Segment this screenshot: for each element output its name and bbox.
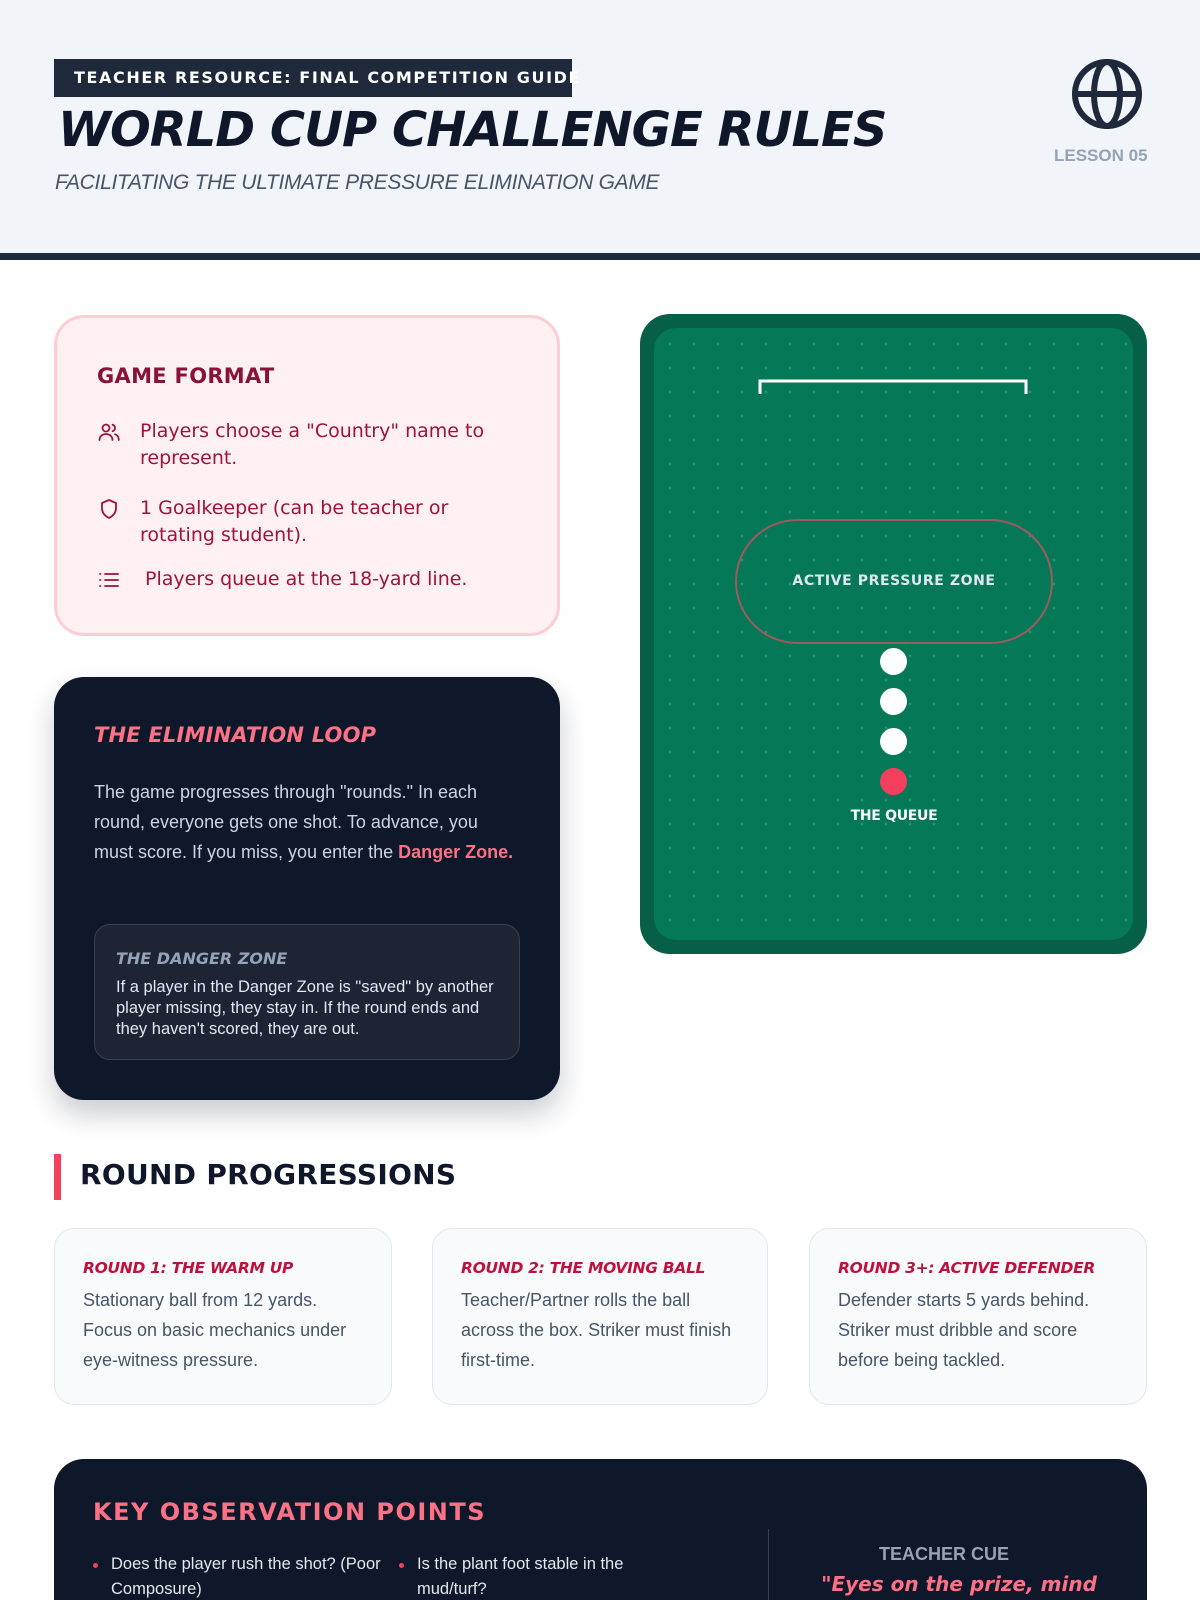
loop-body-text: The game progresses through "rounds." In each round, everyone gets one shot. To advance, you must score. If you miss, you enter the [94, 782, 478, 862]
game-format-title: GAME FORMAT [97, 364, 275, 388]
queue-player-marker [880, 688, 907, 715]
resource-tag: TEACHER RESOURCE: FINAL COMPETITION GUIDE [54, 59, 572, 97]
round-title: ROUND 1: THE WARM UP [83, 1259, 294, 1277]
page-title: WORLD CUP CHALLENGE RULES [58, 102, 887, 158]
panel-divider [768, 1529, 769, 1600]
active-player-marker [880, 768, 907, 795]
page-subtitle: FACILITATING THE ULTIMATE PRESSURE ELIMINATION GAME [55, 171, 660, 194]
bullet-icon [399, 1563, 404, 1568]
page-header [0, 0, 1200, 260]
danger-zone-highlight-text: Danger Zone [398, 842, 509, 862]
globe-icon [1070, 57, 1144, 131]
elimination-loop-title: THE ELIMINATION LOOP [94, 723, 377, 747]
active-pressure-zone: ACTIVE PRESSURE ZONE [735, 519, 1053, 644]
users-icon [97, 420, 121, 444]
elimination-loop-body [94, 777, 520, 867]
queue-player-marker [880, 728, 907, 755]
observation-point-text: Does the player rush the shot? (Poor Composure) [111, 1555, 381, 1598]
pitch-field [654, 328, 1133, 940]
bullet-icon [93, 1563, 98, 1568]
section-accent-bar [54, 1154, 61, 1200]
observation-point [417, 1552, 687, 1600]
observation-point-text: Is the plant foot stable in the mud/turf? [417, 1555, 624, 1598]
key-observation-panel [54, 1459, 1147, 1600]
key-observation-title: KEY OBSERVATION POINTS [93, 1498, 487, 1526]
list-icon [97, 568, 121, 592]
lesson-number: LESSON 05 [1054, 146, 1148, 165]
queue-player-marker [880, 648, 907, 675]
danger-zone-text: If a player in the Danger Zone is "saved" by another player missing, they stay in. If the round ends and they haven't scored, they are out. [116, 978, 494, 1038]
round-card [432, 1228, 768, 1405]
format-item-text: Players queue at the 18-yard line. [145, 568, 468, 590]
format-item-text: Players choose a "Country" name to represent. [140, 420, 485, 469]
observation-point [111, 1552, 381, 1600]
danger-zone-box [94, 924, 520, 1060]
danger-zone-period: . [508, 842, 514, 862]
teacher-cue-label: TEACHER CUE [878, 1544, 1009, 1564]
goal-icon [758, 376, 1028, 396]
round-card [809, 1228, 1147, 1405]
round-text: Stationary ball from 12 yards. Focus on basic mechanics under eye-witness pressure. [83, 1290, 347, 1370]
round-text: Teacher/Partner rolls the ball across the box. Striker must finish first-time. [461, 1290, 732, 1370]
round-progressions-title: ROUND PROGRESSIONS [80, 1158, 457, 1191]
elimination-loop-card [54, 677, 560, 1100]
game-format-card [54, 315, 560, 636]
queue-label: THE QUEUE [850, 808, 938, 824]
format-item-text: 1 Goalkeeper (can be teacher or rotating student). [140, 497, 449, 546]
round-text: Defender starts 5 yards behind. Striker must dribble and score before being tackled. [838, 1290, 1090, 1370]
shield-icon [97, 497, 121, 521]
danger-zone-title: THE DANGER ZONE [116, 949, 288, 968]
round-card [54, 1228, 392, 1405]
round-title: ROUND 3+: ACTIVE DEFENDER [838, 1259, 1096, 1277]
danger-zone-highlight [398, 842, 513, 862]
round-title: ROUND 2: THE MOVING BALL [461, 1259, 706, 1277]
pitch-diagram [640, 314, 1147, 954]
teacher-cue-quote: "Eyes on the prize, mind [821, 1572, 1097, 1596]
